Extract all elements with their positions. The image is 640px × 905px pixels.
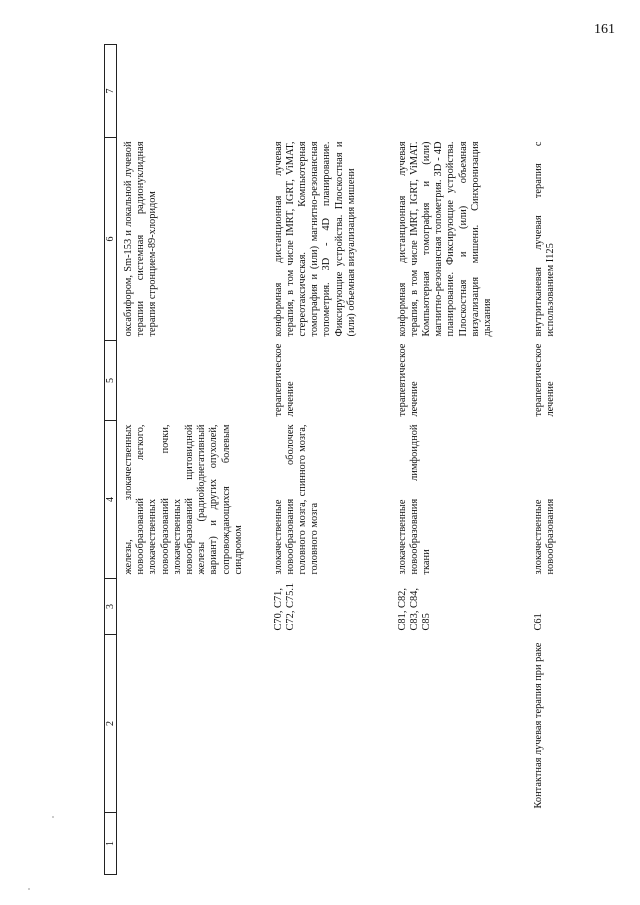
header-cell-5: 5	[105, 341, 117, 421]
header-cell-4: 4	[105, 421, 117, 579]
header-cell-1: 1	[105, 813, 117, 875]
cell-treatment-type: терапевтическое лечение	[396, 343, 420, 417]
cell-treatment-type	[117, 341, 267, 421]
rotated-table-page	[104, 45, 624, 875]
header-cell-6: 6	[105, 138, 117, 341]
scan-speck	[28, 888, 30, 890]
column-number-header	[105, 45, 117, 875]
cell-diagnosis: железы, злокачественных новообразований легкого, злокачественных новообразований почки, злокачественных новообразований щитовидной железы (радиойоднегативный вариант) и других опухолей, сопровождающихся болевым синдромом	[123, 424, 244, 575]
cell-icd-codes: C61	[532, 613, 544, 631]
cell-col7	[117, 45, 267, 138]
cell-procedure-name: Контактная лучевая терапия при раке	[532, 642, 544, 809]
header-cell-2: 2	[105, 635, 117, 813]
header-cell-3: 3	[105, 579, 117, 635]
cell-treatment-method: внутритканевая лучевая терапия с использованием I125	[532, 141, 556, 337]
table-row	[391, 45, 527, 875]
cell-icd-codes	[117, 579, 267, 635]
cell-diagnosis: злокачественные новообразования лимфоидной ткани	[396, 424, 432, 575]
cell-col7	[391, 45, 527, 138]
cell-col1	[391, 813, 527, 875]
table-row	[117, 45, 267, 875]
cell-treatment-method: конформная дистанционная лучевая терапия, в том числе IMRT, IGRT, ViMAT, стереотаксическая. Компьютерная томография и (или) магнитно-резонансная топометрия. 3D - 4D планирование. Фиксирующие устройства. Плоскостная и (или) объемная визуализация мишени	[272, 141, 357, 337]
cell-icd-codes: C70, C71, C72, C75.1	[272, 582, 296, 631]
table-row	[527, 45, 587, 875]
header-cell-7: 7	[105, 45, 117, 138]
cell-col1	[527, 813, 587, 875]
cell-treatment-method: оксабифором, Sm-153 и локальной лучевой терапии системная радионуклидная терапия стронцием-89-хлоридом	[123, 141, 159, 337]
cell-treatment-type: терапевтическое лечение	[532, 343, 556, 417]
cell-treatment-method: конформная дистанционная лучевая терапия, в том числе IMRT, IGRT, ViMAT. Компьютерная томография и (или) магнитно-резонансная топометрия. 3D - 4D планирование. Фиксирующие устройства. Плоскостная и (или) объемная визуализация мишени. Синхронизация дыхания	[396, 141, 493, 337]
cell-diagnosis: злокачественные новообразования	[532, 498, 556, 575]
cell-diagnosis: злокачественные новообразования оболочек головного мозга, спинного мозга, головного мозга	[272, 424, 321, 575]
cell-col7	[267, 45, 391, 138]
cell-col7	[527, 45, 587, 138]
cell-col2	[117, 635, 267, 813]
cell-col2	[391, 635, 527, 813]
page-number: 161	[594, 22, 615, 37]
cell-col2	[267, 635, 391, 813]
table-row	[267, 45, 391, 875]
cell-treatment-type: терапевтическое лечение	[272, 343, 296, 417]
cell-col1	[267, 813, 391, 875]
scan-speck	[52, 816, 54, 818]
medical-care-table	[104, 44, 587, 875]
cell-icd-codes: C81, C82, C83, C84, C85	[396, 588, 432, 631]
cell-col1	[117, 813, 267, 875]
